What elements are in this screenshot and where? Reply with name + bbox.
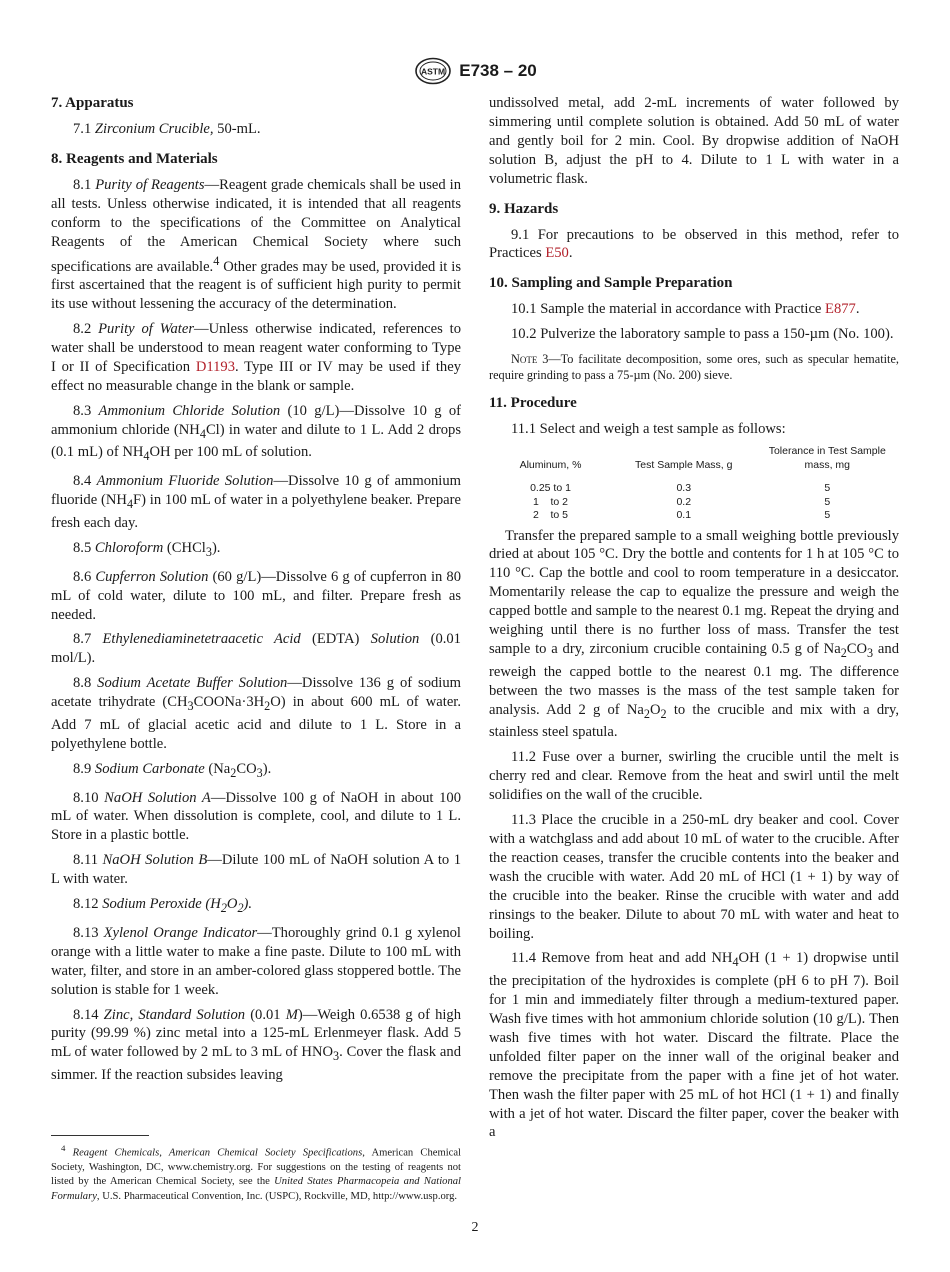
footnote-4: $^4$ Reagent Chemicals, American Chemical Society Specifications, American Chemical Society, Washington, DC, www.chemistry.org. For suggestions on the testing of reagents not listed by the American Chemical Society, see the United States Pharmacopeia and National Formulary, U.S. Pharmaceutical Convention, Inc. (USPC), Rockville, MD, http://www.usp.org. <box>51 1143 461 1202</box>
paragraph-10-1: 10.1 Sample the material in accordance with Practice E877. <box>511 301 860 318</box>
paragraph-10-2: 10.2 Pulverize the laboratory sample to pass a 150-µm (No. 100). <box>511 326 894 343</box>
paragraph-8-2: 8.2 Purity of Water—Unless otherwise indicated, references to water shall be understood to mean reagent water conforming to Type I or II of Specification D1193. Type III or IV may be used if they effect no measurable change in the blank or sample. <box>51 321 462 394</box>
astm-logo-icon <box>413 57 453 85</box>
note-3: Note 3—To facilitate decomposition, some ores, such as specular hematite, require grinding to pass a 75-µm (No. 200) sieve. <box>489 352 899 382</box>
footnote-divider <box>51 1135 149 1136</box>
table-row: 2 to 5 0.1 5 <box>532 509 831 522</box>
table-header: Tolerance in Test Sample mass, mg <box>768 445 886 471</box>
paragraph-8-6: 8.6 Cupferron Solution (60 g/L)—Dissolve 6 g of cupferron in 80 mL of cold water, dilute to 100 mL, and filter. Prepare fresh as needed. <box>51 568 461 623</box>
table-row: 1 to 2 0.2 5 <box>532 495 831 508</box>
paragraph-8-7: 8.7 Ethylenediaminetetraacetic Acid (EDTA) Solution (0.01 mol/L). <box>51 631 461 667</box>
paragraph-8-9: 8.9 Sodium Carbonate $(Na_2CO_3)$. <box>73 760 272 780</box>
footnote-ref: 4 <box>213 253 220 268</box>
paragraph-11-4: 11.4 Remove from heat and add $NH_4OH$ (1 + 1) dropwise until the precipitation of the hydroxides is complete (pH 6 to pH 7). Boil for 1 min and immediately filter through a medium-textured paper. Wash five times with hot ammonium chloride solution (10 g/L). Then wash five times with hot water. Discard the filtrate. Place the unfolded filter paper on the inner wall of the original beaker and remove the precipitate from the paper with a fine jet of hot water. Then wash the filter paper with 25 mL of hot HCl (1 + 1) and finally with a jet of hot water. Discard the filter paper, cover the beaker with a <box>489 950 900 1141</box>
paragraph-8-13: 8.13 Xylenol Orange Indicator—Thoroughly grind 0.1 g xylenol orange with a little water to make a fine paste. Dilute to 100 mL with water, filter, and store in an amber-colored glass stoppered bottle. The solution is stable for 1 week. <box>51 924 461 998</box>
paragraph-9-1: 9.1 For precautions to be observed in this method, refer to Practices E50. <box>489 226 899 262</box>
paragraph-11-3: 11.3 Place the crucible in a 250-mL dry beaker and cool. Cover with a watchglass and add about 10 mL of water to the crucible. After the reaction ceases, transfer the crucible contents into the beaker and wash the crucible with water. Add 20 mL of HCl (1 + 1) by way of the crucible into the beaker. Rinse the crucible with water and add rinsings to the beaker. Dilute to about 70 mL with water and heat to boiling. <box>489 812 899 942</box>
paragraph-8-12: 8.12 Sodium Peroxide $(H_2O_2)$. <box>73 896 253 916</box>
paragraph-11-2: 11.2 Fuse over a burner, swirling the crucible until the melt is cherry red and clear. Remove from the heat and swirl until the melt solidifies on the wall of the crucible. <box>489 749 899 804</box>
paragraph-8-4: 8.4 Ammonium Fluoride Solution—Dissolve 10 g of ammonium fluoride $(NH_4F)$ in 100 mL of water in a polyethylene beaker. Prepare fresh each day. <box>51 473 461 531</box>
page-number: 2 <box>471 1220 479 1235</box>
paragraph-8-3: 8.3 Ammonium Chloride Solution (10 g/L)—Dissolve 10 g of ammonium chloride $(NH_4Cl)$ in water and dilute to 1 L. Add 2 drops (0.1 mL) of $NH_4OH$ per 100 mL of solution. <box>51 402 462 464</box>
paragraph-8-10: 8.10 NaOH Solution A—Dissolve 100 g of NaOH in about 100 mL of water. When dissolution is complete, cool, and dilute to 1 L. Store in a plastic bottle. <box>51 789 461 844</box>
paragraph-11-1-continued: Transfer the prepared sample to a small weighing bottle previously dried at about 105 °C. Dry the bottle and contents for 1 h at 105 °C to 110 °C. Cap the bottle and cool to room temperature in a desiccator. Momentarily release the cap to equalize the pressure and weigh the capped bottle and sample to the nearest 0.1 mg. Repeat the drying and weighing until there is no further loss of mass. Transfer the test sample to a dry, zirconium crucible containing 0.5 g of $Na_2CO_3$ and reweigh the capped bottle to the nearest 0.1 mg. The difference between the two masses is the mass of the test sample taken for analysis. Add 2 g of $Na_2O_2$ to the crucible and mix with a dry, stainless steel spatula. <box>489 527 899 741</box>
paragraph-8-8: 8.8 Sodium Acetate Buffer Solution—Dissolve 136 g of sodium acetate trihydrate $(CH_3COONa\cdot 3H_2O)$ in about 600 mL of water. Add 7 mL of glacial acetic acid and dilute to 1 L. Store in a polyethylene bottle. <box>51 675 461 752</box>
paragraph-8-14-continued: undissolved metal, add 2-mL increments of water followed by simmering until complete solution is obtained. Add 50 mL of water and gently boil for 2 min. Cool. By dropwise addition of NaOH solution B, adjust the pH to 4. Dilute to 1 L with water in a volumetric flask. <box>489 95 899 187</box>
paragraph-8-14: 8.14 Zinc, Standard Solution (0.01 M)—Weigh 0.6538 g of high purity (99.99 %) zinc metal into a 125-mL Erlenmeyer flask. Add 5 mL of water followed by 2 mL to 3 mL of $HNO_3$. Cover the flask and simmer. If the reaction subsides leaving <box>51 1006 462 1084</box>
section-10-heading: 10. Sampling and Sample Preparation <box>489 275 733 292</box>
paragraph-7-1: 7.1 Zirconium Crucible, 50-mL. <box>73 121 261 137</box>
link-e50[interactable]: E50 <box>545 245 569 262</box>
table-header: Test Sample Mass, g <box>635 458 733 471</box>
section-9-heading: 9. Hazards <box>489 200 559 217</box>
section-7-heading: 7. Apparatus <box>51 95 134 111</box>
link-e877[interactable]: E877 <box>825 301 856 318</box>
left-column <box>51 94 461 1091</box>
section-8-heading: 8. Reagents and Materials <box>51 150 218 167</box>
table-header: Aluminum, % <box>519 458 582 471</box>
paragraph-8-11: 8.11 NaOH Solution B—Dilute 100 mL of NaOH solution A to 1 L with water. <box>51 852 462 888</box>
right-column <box>489 94 899 1148</box>
sample-mass-table <box>489 445 899 523</box>
paragraph-11-1: 11.1 Select and weigh a test sample as follows: <box>511 421 786 438</box>
paragraph-8-1: 8.1 Purity of Reagents—Reagent grade chemicals shall be used in all tests. Unless otherwise indicated, it is intended that all reagents conform to the specifications of the Committee on Analytical Reagents of the American Chemical Society where such specifications are available.$^4$ Other grades may be used, provided it is first ascertained that the reagent is of sufficient high purity to permit its use without lessening the accuracy of the determination. <box>51 176 462 313</box>
paragraph-8-5: 8.5 Chloroform (CHCl$_3$). <box>73 539 221 559</box>
table-row: 0.25 to 1 0.3 5 <box>530 482 831 495</box>
link-d1193[interactable]: D1193 <box>195 358 236 375</box>
section-11-heading: 11. Procedure <box>489 395 577 412</box>
page-header <box>0 56 950 86</box>
document-designation: E738 – 20 <box>459 61 537 80</box>
logo-text: ASTM <box>421 66 446 77</box>
